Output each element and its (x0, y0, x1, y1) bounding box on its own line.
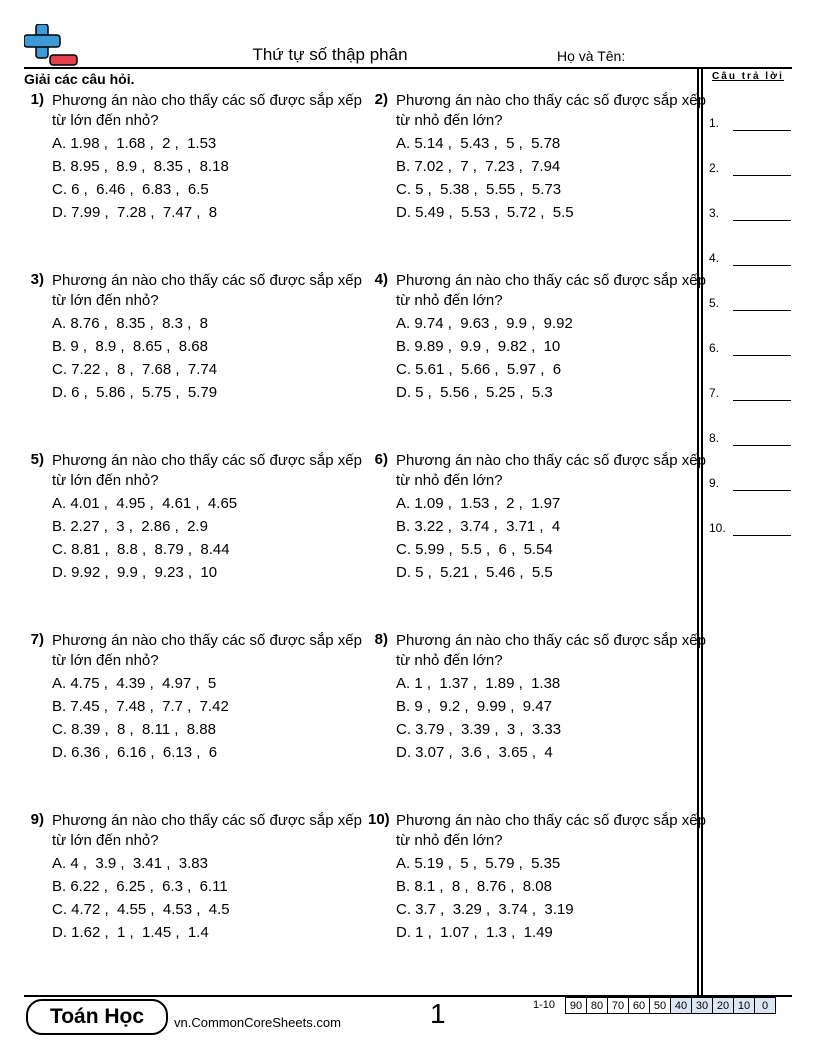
answer-option: D. 9.92 , 9.9 , 9.23 , 10 (52, 564, 218, 581)
answer-blank[interactable] (733, 535, 791, 536)
answer-option: C. 8.39 , 8 , 8.11 , 8.88 (52, 721, 216, 738)
answer-blank[interactable] (733, 175, 791, 176)
answer-column-divider (697, 67, 699, 995)
question-number: 2) (374, 91, 388, 108)
question-text: Phương án nào cho thấy các số được sắp xếp từ lớn đến nhỏ? (52, 92, 362, 129)
answer-option: A. 4.01 , 4.95 , 4.61 , 4.65 (52, 495, 238, 512)
question-number: 3) (30, 271, 44, 288)
question-text: Phương án nào cho thấy các số được sắp xếp từ lớn đến nhỏ? (52, 272, 362, 309)
answer-blank[interactable] (733, 220, 791, 221)
answer-option: C. 5 , 5.38 , 5.55 , 5.73 (396, 181, 562, 198)
answer-option: A. 8.76 , 8.35 , 8.3 , 8 (52, 315, 208, 332)
answer-blank[interactable] (733, 310, 791, 311)
question-text: Phương án nào cho thấy các số được sắp xếp từ nhỏ đến lớn? (396, 452, 706, 489)
answer-option: D. 5 , 5.21 , 5.46 , 5.5 (396, 564, 553, 581)
score-cell: 80 (587, 998, 608, 1014)
site-url: vn.CommonCoreSheets.com (174, 1015, 341, 1030)
question-number: 1) (30, 91, 44, 108)
answer-label: 5. (709, 296, 720, 310)
score-cell: 20 (713, 998, 734, 1014)
score-cell: 10 (734, 998, 755, 1014)
question-text: Phương án nào cho thấy các số được sắp xếp từ nhỏ đến lớn? (396, 632, 706, 669)
score-cell: 70 (608, 998, 629, 1014)
score-cell: 40 (671, 998, 692, 1014)
score-cell: 30 (692, 998, 713, 1014)
question-number: 7) (30, 631, 44, 648)
answer-option: B. 3.22 , 3.74 , 3.71 , 4 (396, 518, 561, 535)
answer-blank[interactable] (733, 490, 791, 491)
answer-option: B. 9.89 , 9.9 , 9.82 , 10 (396, 338, 561, 355)
answer-option: B. 6.22 , 6.25 , 6.3 , 6.11 (52, 878, 228, 895)
score-cell: 50 (650, 998, 671, 1014)
score-cell: 60 (629, 998, 650, 1014)
answer-label: 7. (709, 386, 720, 400)
answer-option: D. 6.36 , 6.16 , 6.13 , 6 (52, 744, 218, 761)
answer-option: C. 3.79 , 3.39 , 3 , 3.33 (396, 721, 562, 738)
question-number: 8) (374, 631, 388, 648)
question-number: 5) (30, 451, 44, 468)
answer-option: D. 5.49 , 5.53 , 5.72 , 5.5 (396, 204, 574, 221)
score-cell: 90 (566, 998, 587, 1014)
answer-option: C. 4.72 , 4.55 , 4.53 , 4.5 (52, 901, 230, 918)
answer-blank[interactable] (733, 130, 791, 131)
answer-option: A. 4 , 3.9 , 3.41 , 3.83 (52, 855, 208, 872)
score-cell: 0 (755, 998, 776, 1014)
answer-option: C. 6 , 6.46 , 6.83 , 6.5 (52, 181, 209, 198)
score-table (565, 997, 776, 1014)
answer-blank[interactable] (733, 355, 791, 356)
answer-option: B. 7.02 , 7 , 7.23 , 7.94 (396, 158, 561, 175)
answer-blank[interactable] (733, 400, 791, 401)
answer-option: B. 7.45 , 7.48 , 7.7 , 7.42 (52, 698, 229, 715)
score-range-label: 1-10 (533, 999, 556, 1011)
answer-option: C. 5.61 , 5.66 , 5.97 , 6 (396, 361, 562, 378)
question-text: Phương án nào cho thấy các số được sắp xếp từ lớn đến nhỏ? (52, 632, 362, 669)
answer-blank[interactable] (733, 265, 791, 266)
question-text: Phương án nào cho thấy các số được sắp xếp từ lớn đến nhỏ? (52, 452, 362, 489)
answer-option: B. 9 , 8.9 , 8.65 , 8.68 (52, 338, 208, 355)
brand-badge: Toán Học (26, 999, 168, 1035)
answer-label: 6. (709, 341, 720, 355)
question-text: Phương án nào cho thấy các số được sắp xếp từ lớn đến nhỏ? (52, 812, 362, 849)
answer-option: D. 3.07 , 3.6 , 3.65 , 4 (396, 744, 553, 761)
answer-option: B. 8.95 , 8.9 , 8.35 , 8.18 (52, 158, 229, 175)
answer-option: A. 1.98 , 1.68 , 2 , 1.53 (52, 135, 217, 152)
answer-label: 10. (709, 521, 726, 535)
question-text: Phương án nào cho thấy các số được sắp xếp từ nhỏ đến lớn? (396, 92, 706, 129)
answer-option: C. 7.22 , 8 , 7.68 , 7.74 (52, 361, 218, 378)
answer-option: D. 6 , 5.86 , 5.75 , 5.79 (52, 384, 218, 401)
question-number: 9) (30, 811, 44, 828)
page-title: Thứ tự số thập phân (252, 45, 408, 64)
answer-option: B. 9 , 9.2 , 9.99 , 9.47 (396, 698, 552, 715)
question-text: Phương án nào cho thấy các số được sắp xếp từ nhỏ đến lớn? (396, 812, 706, 849)
answer-label: 4. (709, 251, 720, 265)
answer-label: 2. (709, 161, 720, 175)
answer-option: A. 9.74 , 9.63 , 9.9 , 9.92 (396, 315, 573, 332)
answer-option: D. 1.62 , 1 , 1.45 , 1.4 (52, 924, 209, 941)
answer-option: D. 5 , 5.56 , 5.25 , 5.3 (396, 384, 553, 401)
answer-option: A. 1.09 , 1.53 , 2 , 1.97 (396, 495, 561, 512)
answer-label: 8. (709, 431, 720, 445)
answer-label: 9. (709, 476, 720, 490)
instructions: Giải các câu hỏi. (24, 71, 135, 87)
answer-option: D. 1 , 1.07 , 1.3 , 1.49 (396, 924, 553, 941)
question-number: 10) (368, 811, 390, 828)
answer-option: A. 4.75 , 4.39 , 4.97 , 5 (52, 675, 217, 692)
question-text: Phương án nào cho thấy các số được sắp xếp từ nhỏ đến lớn? (396, 272, 706, 309)
page-number: 1 (430, 998, 446, 1029)
answer-option: B. 8.1 , 8 , 8.76 , 8.08 (396, 878, 552, 895)
name-label: Họ và Tên: (557, 48, 626, 64)
answer-option: C. 5.99 , 5.5 , 6 , 5.54 (396, 541, 553, 558)
answer-option: B. 2.27 , 3 , 2.86 , 2.9 (52, 518, 208, 535)
header-divider (24, 67, 792, 69)
answer-option: C. 3.7 , 3.29 , 3.74 , 3.19 (396, 901, 574, 918)
answer-blank[interactable] (733, 445, 791, 446)
answers-heading: Câu trả lời (712, 71, 784, 82)
answer-option: A. 5.19 , 5 , 5.79 , 5.35 (396, 855, 561, 872)
question-number: 4) (374, 271, 388, 288)
answer-option: D. 7.99 , 7.28 , 7.47 , 8 (52, 204, 218, 221)
question-number: 6) (374, 451, 388, 468)
answer-label: 3. (709, 206, 720, 220)
answer-option: A. 1 , 1.37 , 1.89 , 1.38 (396, 675, 561, 692)
answer-column-divider-inner (701, 67, 703, 995)
answer-option: A. 5.14 , 5.43 , 5 , 5.78 (396, 135, 561, 152)
answer-option: C. 8.81 , 8.8 , 8.79 , 8.44 (52, 541, 230, 558)
answer-label: 1. (709, 116, 720, 130)
